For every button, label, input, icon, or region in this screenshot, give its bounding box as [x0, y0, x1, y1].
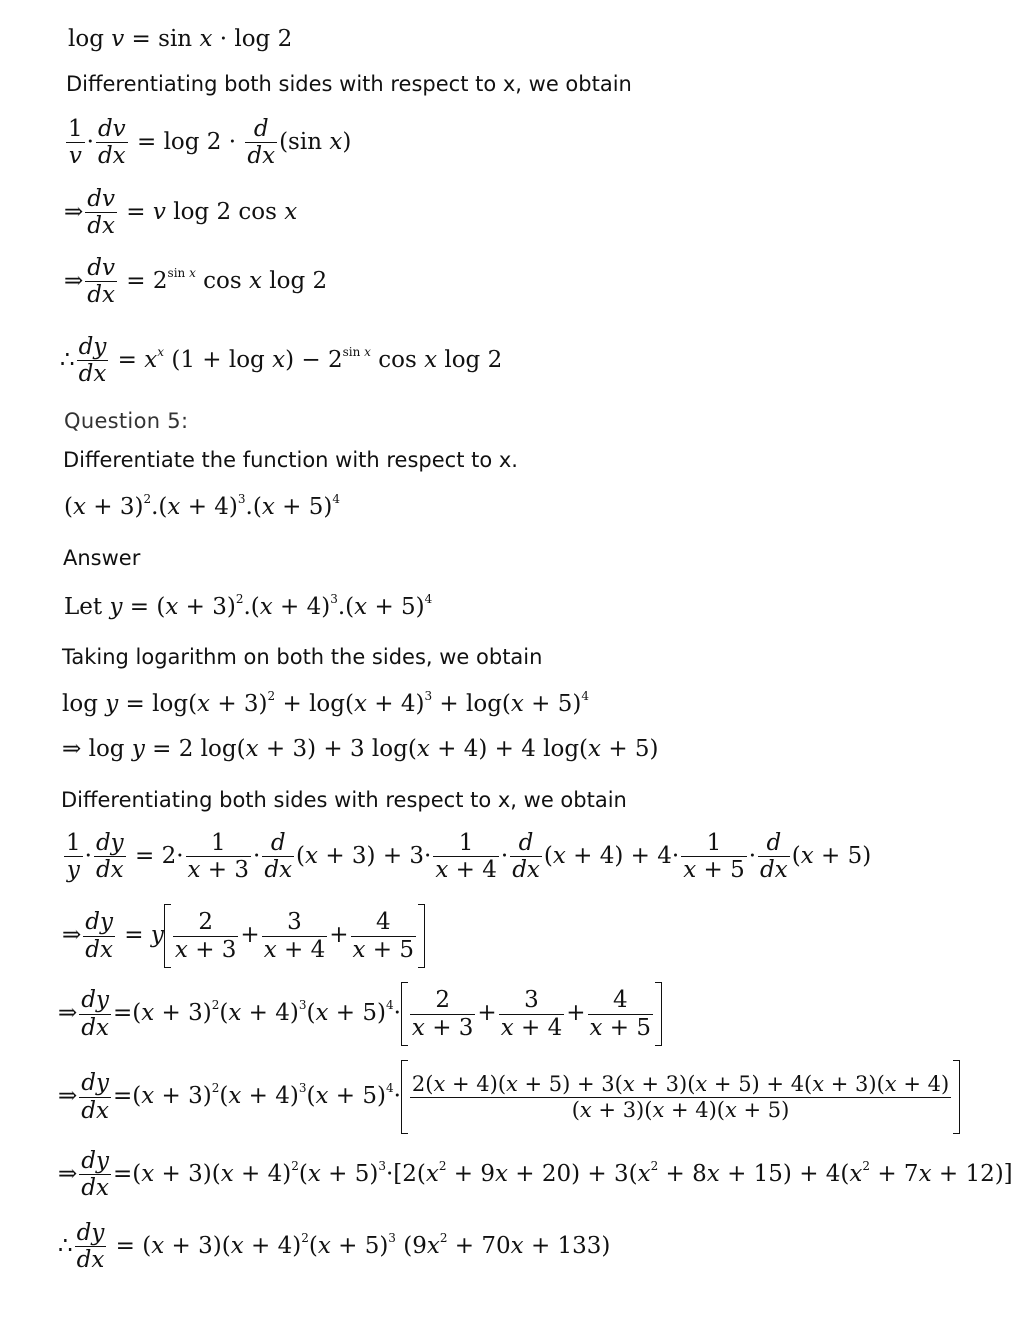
equation-final-result: ∴ $\frac{dy}{dx}$ = $(x + 3)(x + 4)^2(x + 5)^3$ $(9x^2 + 70x + 133)$	[58, 1220, 611, 1274]
equation-dy-dx-result: ∴ $\frac{dy}{dx}$ = $x^x$ $(1 + \log x) - 2^{sin x}$ cos x log 2	[60, 334, 503, 388]
equation-derivative-v-1: $\frac{1}{v}$ · $\frac{dv}{dx}$ = log 2 · $\frac{d}{dx}$ (sin x)	[68, 116, 352, 170]
paragraph-taking-log: Taking logarithm on both the sides, we obtain	[62, 645, 543, 669]
equation-log-y-2: ⇒ log y = 2 log(x + 3) + 3 log(x + 4) + 4 log(x + 5)	[62, 736, 659, 762]
equation-derivative-y-2: ⇒ $\frac{dy}{dx}$ = y $\frac{2}{x + 3}$ + $\frac{3}{x + 4}$ + $\frac{4}{x + 5}$	[62, 904, 425, 968]
equation-derivative-v-2: ⇒ $\frac{dv}{dx}$ = v log 2 cos x	[64, 186, 298, 240]
equation-derivative-v-3: ⇒ $\frac{dv}{dx}$ = $2^{sin x}$ cos x log 2	[64, 255, 328, 309]
paragraph-differentiating-2: Differentiating both sides with respect to x, we obtain	[61, 788, 627, 812]
answer-label: Answer	[63, 546, 141, 570]
equation-log-v: log v = sin x · log 2	[68, 26, 293, 52]
equation-derivative-y-5: ⇒ $\frac{dy}{dx}$ $=(x + 3)(x + 4)^2(x + 5)^3\cdot[2(x^2 + 9x + 20) + 3(x^2 + 8x + 15) + 4(x^2 + 7x + 12)]$	[58, 1148, 1013, 1202]
paragraph-differentiating-1: Differentiating both sides with respect to x, we obtain	[66, 72, 632, 96]
equation-derivative-y-3: ⇒ $\frac{dy}{dx}$ $=(x + 3)^2(x + 4)^3(x + 5)^4\cdot$ $\frac{2}{x + 3}$ + $\frac{3}{x + 4}$ + $\frac{4}{x + 5}$	[58, 982, 662, 1046]
equation-log-y-1: $\log y = \log(x + 3)^2 + \log(x + 4)^3 + \log(x + 5)^4$	[62, 689, 590, 717]
question-text: Differentiate the function with respect to x.	[63, 448, 518, 472]
question-function: $(x + 3)^2.(x + 4)^3.(x + 5)^4$	[64, 492, 340, 520]
equation-let-y: Let $y = (x + 3)^2.(x + 4)^3.(x + 5)^4$	[64, 592, 433, 620]
question-label: Question 5:	[64, 409, 189, 433]
equation-derivative-y-4: ⇒ $\frac{dy}{dx}$ $=(x + 3)^2(x + 4)^3(x + 5)^4\cdot$ $\frac{2(x + 4)(x + 5) + 3(x + 3)(x + 5) + 4(x + 3)(x + 4)}{(x + 3)(x + 4)(x + 5)}$	[58, 1060, 960, 1134]
equation-derivative-y-1: $\frac{1}{y}$ · $\frac{dy}{dx}$ = 2· $\frac{1}{x + 3}$ · $\frac{d}{dx}$ (x + 3) + 3· $\frac{1}{x + 4}$ · $\frac{d}{dx}$ (x + 4) + 4· $\frac{1}{x + 5}$ · $\frac{d}{dx}$ (x + 5)	[66, 830, 872, 884]
